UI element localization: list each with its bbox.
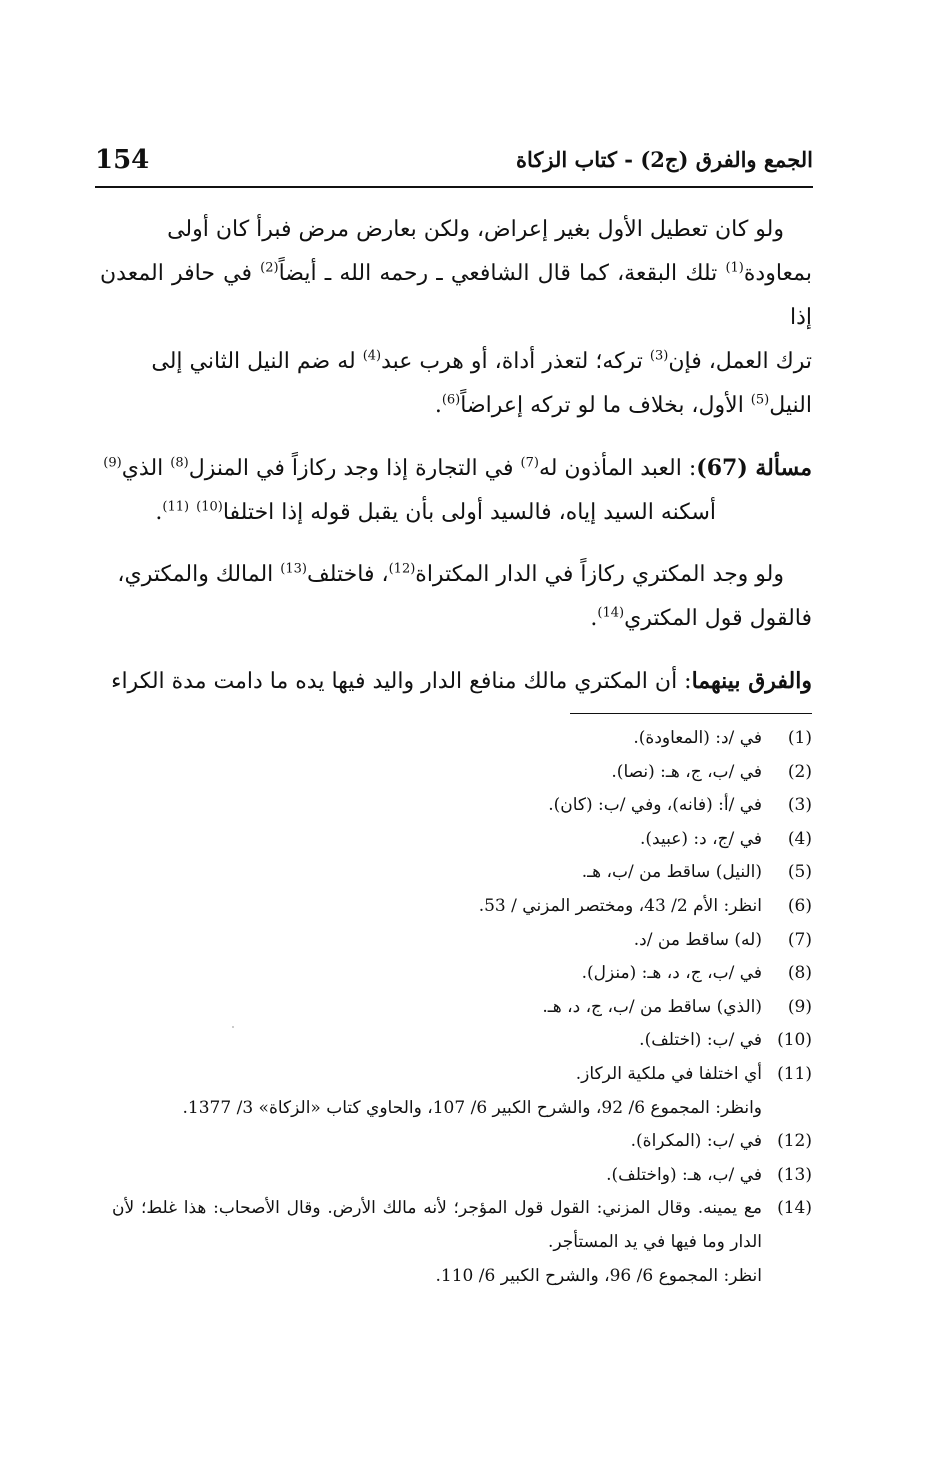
footnote	[112, 957, 812, 991]
text-run: تلك البقعة، كما قال الشافعي ـ رحمه الله ـ أيضاً	[278, 261, 726, 286]
text-run: .	[434, 393, 442, 418]
footnote	[112, 890, 812, 924]
main-text	[100, 208, 812, 722]
page-header	[95, 145, 813, 185]
footnote-number: (10)	[777, 1030, 812, 1051]
footnote	[112, 1192, 812, 1293]
running-title: الجمع والفرق (ج2) - كتاب الزكاة	[515, 147, 813, 172]
text-run: : أن المكتري مالك منافع الدار واليد فيها يده ما دامت مدة الكراء	[111, 669, 692, 694]
footnote	[112, 1024, 812, 1058]
footnote-text	[112, 1192, 762, 1293]
footnote	[112, 756, 812, 790]
header-rule	[95, 186, 813, 188]
text-run: فالقول قول المكتري	[624, 606, 812, 631]
footnote-number: (4)	[787, 828, 812, 849]
footnote	[112, 1159, 812, 1193]
text-run: : العبد المأذون له	[538, 456, 697, 481]
footnote-line: أي اختلفا في ملكية الركاز.	[575, 1063, 762, 1084]
text-run: .	[155, 500, 163, 525]
text-run: بمعاودة	[743, 261, 812, 286]
footnote-text	[112, 756, 762, 790]
text-run: ولو كان تعطيل الأول بغير إعراض، ولكن بعارض مرض فبرأ كان أولى	[167, 217, 784, 242]
footnote-number: (9)	[787, 996, 812, 1017]
text-run: ولو وجد المكتري ركازاً في الدار المكتراة	[415, 562, 784, 587]
footnote-number: (5)	[787, 862, 812, 883]
text-run: له ضم النيل الثاني إلى	[151, 349, 363, 374]
text-run: ترك العمل، فإن	[668, 349, 812, 374]
footnote-ref: (3)	[649, 348, 669, 364]
footnote-line: (الذي) ساقط من /ب، ج، د، هـ.	[542, 996, 762, 1017]
footnote-text	[112, 1159, 762, 1193]
paragraph-line	[100, 553, 812, 597]
footnote-line: في /ب، هـ: (واختلف).	[606, 1164, 762, 1185]
footnote-text	[112, 1058, 762, 1125]
paragraph-line	[100, 597, 812, 641]
footnote-number: (2)	[787, 761, 812, 782]
text-run: أسكنه السيد إياه، فالسيد أولى بأن يقبل قوله إذا اختلفا	[222, 500, 716, 525]
paragraph-line	[100, 659, 812, 704]
difference-label: والفرق بينهما	[691, 668, 812, 694]
footnote	[112, 823, 812, 857]
footnote-text	[112, 789, 762, 823]
footnote-line: في /ب: (المكراة).	[630, 1131, 762, 1152]
footnote-line: انظر: الأم 2/ 43، ومختصر المزني / 53.	[478, 895, 762, 916]
footnote-text	[112, 890, 762, 924]
footnote-ref: (5)	[750, 392, 770, 408]
footnote-line: (النيل) ساقط من /ب، هـ.	[581, 862, 762, 883]
footnote	[112, 789, 812, 823]
footnote	[112, 991, 812, 1025]
footnote-text	[112, 1125, 762, 1159]
paragraph-line	[100, 491, 812, 535]
footnote-line: في /د: (المعاودة).	[633, 728, 762, 748]
text-run: النيل	[769, 393, 812, 418]
text-run: في حافر المعدن إذا	[100, 261, 812, 330]
footnote-ref: (12)	[388, 561, 416, 577]
footnote-number: (11)	[777, 1063, 812, 1084]
footnote-text	[112, 722, 762, 756]
text-run: الأول، بخلاف ما لو تركه إعراضاً	[460, 393, 751, 418]
paragraph-line	[100, 340, 812, 384]
footnote-number: (1)	[787, 728, 812, 748]
difference-paragraph	[100, 659, 812, 704]
footnote-text	[112, 1024, 762, 1058]
footnote-line: (له) ساقط من /د.	[633, 929, 762, 950]
footnote-ref: (6)	[441, 392, 461, 408]
footnote-number: (13)	[777, 1164, 812, 1185]
footnote-ref: (8)	[170, 455, 189, 471]
footnote	[112, 1058, 812, 1125]
footnote	[112, 722, 812, 756]
paragraph-line	[100, 446, 812, 491]
footnote-number: (3)	[787, 795, 812, 816]
footnote-number: (8)	[787, 963, 812, 984]
footnote-line: وانظر: المجموع 6/ 92، والشرح الكبير 6/ 107، والحاوي كتاب «الزكاة» 3/ 1377.	[182, 1097, 762, 1118]
paragraph-line	[100, 384, 812, 428]
footnote-separator	[570, 713, 812, 714]
footnote-line: في /ب: (اختلف).	[639, 1030, 762, 1051]
footnote-ref: (13)	[280, 561, 307, 577]
footnote-line: في /أ: (فانه)، وفي /ب: (كان).	[548, 795, 762, 816]
footnote-number: (14)	[777, 1198, 812, 1219]
footnote-text	[112, 991, 762, 1025]
footnote-ref: (10)	[196, 499, 223, 515]
text-run: ، فاختلف	[306, 562, 389, 587]
footnote-ref: (14)	[597, 605, 625, 621]
footnotes	[112, 722, 812, 1293]
footnote-ref: (11)	[162, 499, 190, 515]
footnote-ref: (1)	[725, 260, 744, 276]
text-run: تركه؛ لتعذر أداة، أو هرب عبد	[381, 349, 650, 374]
footnote-line: انظر: المجموع 6/ 96، والشرح الكبير 6/ 110.	[435, 1265, 762, 1286]
footnote	[112, 1125, 812, 1159]
footnote-number: (6)	[787, 895, 812, 916]
text-run: في التجارة إذا وجد ركازاً في المنزل	[188, 456, 521, 481]
paragraph	[100, 553, 812, 641]
footnote-text	[112, 924, 762, 958]
text-run: .	[590, 606, 598, 631]
footnote-text	[112, 957, 762, 991]
footnote-line: في /ج، د: (عبيد).	[640, 828, 762, 849]
issue-paragraph	[100, 446, 812, 535]
footnote-ref: (9)	[103, 455, 122, 471]
footnote	[112, 856, 812, 890]
paragraph-line	[100, 252, 812, 340]
footnote-text	[112, 856, 762, 890]
text-run: المالك والمكتري،	[117, 562, 281, 587]
paragraph-line	[100, 208, 812, 252]
footnote-ref: (7)	[520, 455, 539, 471]
footnote-line: مع يمينه. وقال المزني: القول قول المؤجر؛ لأنه مالك الأرض. وقال الأصحاب: هذا غلط؛ لأن الدار وما فيها في يد المستأجر.	[112, 1198, 762, 1252]
paragraph-continuation	[100, 208, 812, 428]
text-run: الذي	[121, 456, 171, 481]
footnote-line: في /ب، ج، د، هـ: (منزل).	[581, 963, 762, 984]
issue-label: مسألة (67)	[696, 455, 812, 481]
footnote-number: (12)	[777, 1131, 812, 1152]
footnote	[112, 924, 812, 958]
page-number: 154	[95, 145, 150, 175]
footnote-ref: (4)	[362, 348, 382, 364]
footnote-ref: (2)	[260, 260, 279, 276]
footnote-text	[112, 823, 762, 857]
footnote-number: (7)	[787, 929, 812, 950]
footnote-line: في /ب، ج، هـ: (نصا).	[611, 761, 762, 782]
